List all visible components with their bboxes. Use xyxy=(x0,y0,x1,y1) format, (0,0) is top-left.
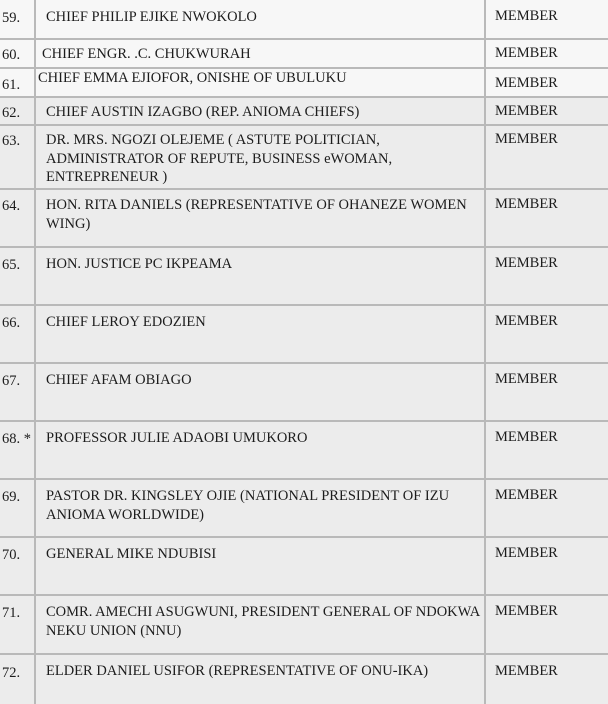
row-number: 68. * xyxy=(0,422,36,478)
row-number: 60. xyxy=(0,40,36,67)
member-name: HON. RITA DANIELS (REPRESENTATIVE OF OHANEZE WOMEN WING) xyxy=(36,190,486,246)
table-row xyxy=(0,40,608,69)
member-role: MEMBER xyxy=(495,131,558,147)
member-name: DR. MRS. NGOZI OLEJEME ( ASTUTE POLITICIAN, ADMINISTRATOR OF REPUTE, BUSINESS eWOMAN, ENTREPRENEUR ) xyxy=(36,126,486,188)
member-role: MEMBER xyxy=(495,196,558,212)
row-number: 70. xyxy=(0,538,36,594)
member-name: PASTOR DR. KINGSLEY OJIE (NATIONAL PRESIDENT OF IZU ANIOMA WORLDWIDE) xyxy=(36,480,486,536)
table-row xyxy=(0,655,608,704)
member-role: MEMBER xyxy=(495,313,558,329)
row-number: 67. xyxy=(0,364,36,420)
member-role: MEMBER xyxy=(495,429,558,445)
row-number: 72. xyxy=(0,655,36,704)
table-row xyxy=(0,422,608,480)
row-number: 61. xyxy=(0,69,36,96)
table-row xyxy=(0,190,608,248)
table-row xyxy=(0,596,608,655)
member-role: MEMBER xyxy=(495,255,558,271)
member-role: MEMBER xyxy=(495,663,558,679)
row-number: 59. xyxy=(0,0,36,38)
member-name: ELDER DANIEL USIFOR (REPRESENTATIVE OF ONU-IKA) xyxy=(36,655,486,704)
member-name: CHIEF AFAM OBIAGO xyxy=(36,364,486,420)
member-name: CHIEF ENGR. .C. CHUKWURAH xyxy=(36,40,486,67)
member-name: CHIEF AUSTIN IZAGBO (REP. ANIOMA CHIEFS) xyxy=(36,98,486,124)
table-row xyxy=(0,98,608,126)
row-number: 66. xyxy=(0,306,36,362)
row-number: 62. xyxy=(0,98,36,124)
member-role: MEMBER xyxy=(495,603,558,619)
member-role: MEMBER xyxy=(495,487,558,503)
member-name: PROFESSOR JULIE ADAOBI UMUKORO xyxy=(36,422,486,478)
member-role: MEMBER xyxy=(495,103,558,119)
table-row xyxy=(0,364,608,422)
table-row xyxy=(0,538,608,596)
member-name: CHIEF PHILIP EJIKE NWOKOLO xyxy=(36,0,486,38)
table-row xyxy=(0,69,608,98)
table-row xyxy=(0,0,608,40)
member-role: MEMBER xyxy=(495,545,558,561)
table-row xyxy=(0,126,608,190)
row-number: 71. xyxy=(0,596,36,653)
table-row xyxy=(0,480,608,538)
member-role: MEMBER xyxy=(495,75,558,91)
member-name: COMR. AMECHI ASUGWUNI, PRESIDENT GENERAL OF NDOKWA NEKU UNION (NNU) xyxy=(36,596,486,653)
row-number: 64. xyxy=(0,190,36,246)
member-role: MEMBER xyxy=(495,371,558,387)
member-name: CHIEF EMMA EJIOFOR, ONISHE OF UBULUKU xyxy=(36,69,486,96)
member-name: GENERAL MIKE NDUBISI xyxy=(36,538,486,594)
member-role: MEMBER xyxy=(495,45,558,61)
row-number: 69. xyxy=(0,480,36,536)
member-name: HON. JUSTICE PC IKPEAMA xyxy=(36,248,486,304)
table-row xyxy=(0,248,608,306)
table-row xyxy=(0,306,608,364)
row-number: 65. xyxy=(0,248,36,304)
member-role: MEMBER xyxy=(495,8,558,24)
member-name: CHIEF LEROY EDOZIEN xyxy=(36,306,486,362)
row-number: 63. xyxy=(0,126,36,188)
